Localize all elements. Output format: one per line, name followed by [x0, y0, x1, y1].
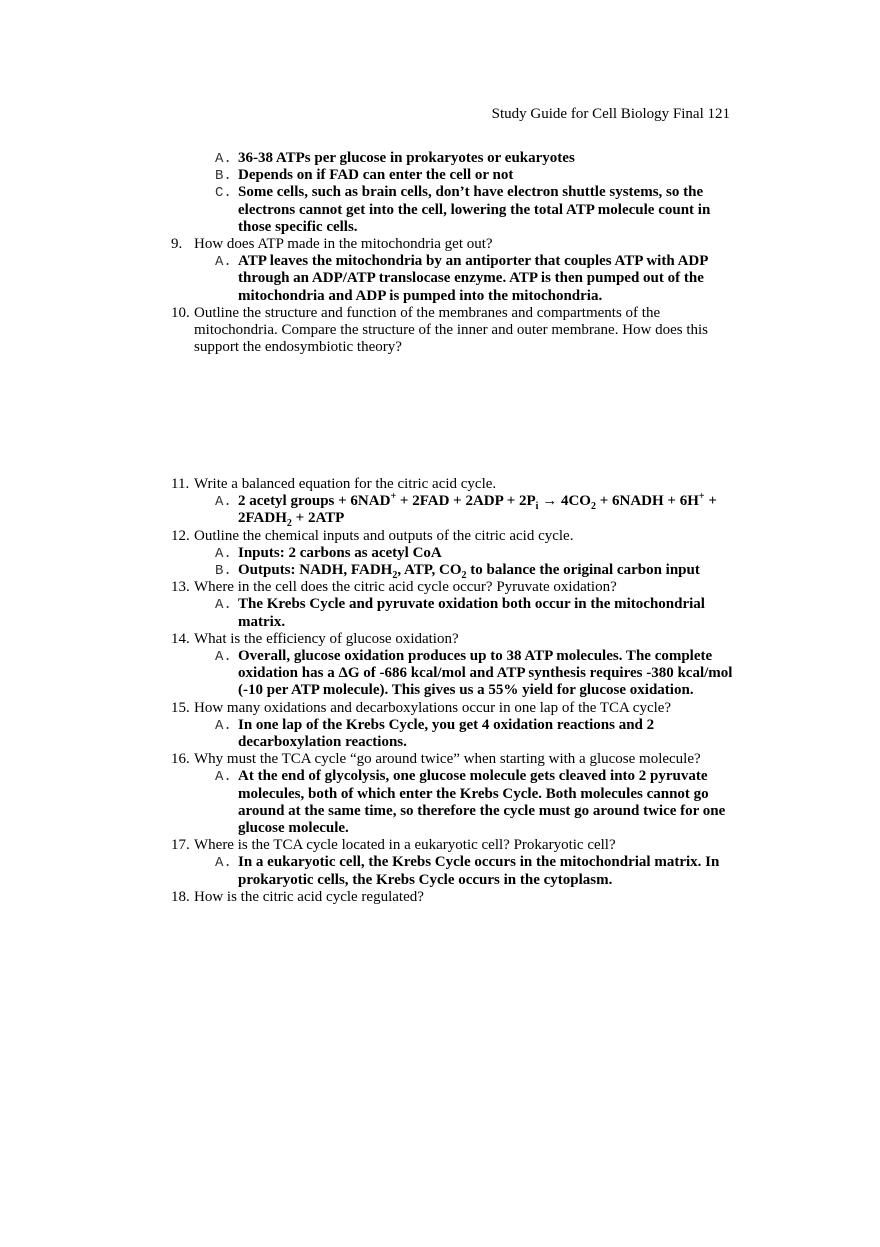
- equation-part: + 2FADH: [238, 493, 717, 527]
- question-number: 15.: [171, 699, 190, 716]
- equation-part: 2 acetyl groups + 6NAD: [238, 493, 391, 510]
- question-9: [0, 236, 734, 253]
- answer-text: [238, 562, 700, 582]
- answer-text: Overall, glucose oxidation produces up to 38 ATP molecules. The complete oxidation has a ΔG of -686 kcal/mol and ATP synthesis requires -380 kcal/mol (-10 per ATP molecule). This gives us a 55% yield for glucose oxidation.: [238, 648, 733, 699]
- equation-part: 4CO: [560, 493, 591, 510]
- answer-part: Outputs: NADH, FADH: [238, 562, 393, 579]
- question-text: Write a balanced equation for the citric acid cycle.: [194, 476, 497, 492]
- question-18: [0, 889, 734, 906]
- equation-superscript: +: [390, 491, 397, 503]
- answer-marker: A.: [215, 649, 232, 666]
- equation-subscript: 2: [286, 518, 292, 530]
- block-top: [0, 150, 880, 356]
- answer-text: The Krebs Cycle and pyruvate oxidation both occur in the mitochondrial matrix.: [238, 596, 705, 630]
- equation-superscript: +: [698, 491, 705, 503]
- equation-part: + 6NADH + 6H: [595, 493, 699, 510]
- question-number: 18.: [171, 888, 190, 905]
- answer-marker: A.: [215, 855, 232, 872]
- answer-marker: A.: [215, 151, 232, 167]
- question-number: 11.: [171, 476, 190, 492]
- equation-subscript: 2: [590, 501, 596, 513]
- answer-marker: A.: [215, 494, 232, 511]
- question-text: Where is the TCA cycle located in a eukaryotic cell? Prokaryotic cell?: [194, 837, 616, 854]
- answer-text: Inputs: 2 carbons as acetyl CoA: [238, 544, 442, 561]
- answer-item: [0, 491, 734, 530]
- answer-marker: A.: [215, 545, 232, 562]
- answer-part: to balance the original carbon input: [466, 562, 700, 579]
- question-text: How is the citric acid cycle regulated?: [194, 888, 424, 905]
- question-number: 10.: [171, 304, 190, 321]
- question-number: 17.: [171, 837, 190, 854]
- answer-marker: A.: [215, 597, 232, 614]
- question-text: Why must the TCA cycle “go around twice” when starting with a glucose molecule?: [194, 751, 701, 768]
- equation: [238, 491, 717, 530]
- question-text: How many oxidations and decarboxylations occur in one lap of the TCA cycle?: [194, 699, 672, 716]
- answer-marker: A.: [215, 769, 232, 786]
- equation-subscript: i: [535, 501, 539, 513]
- question-15: [0, 700, 734, 717]
- question-16: [0, 751, 734, 768]
- answer-subscript: 2: [392, 570, 398, 582]
- question-number: 14.: [171, 630, 190, 647]
- answer-item: [0, 648, 734, 700]
- answer-marker: A.: [215, 254, 232, 271]
- page-header: Study Guide for Cell Biology Final 121: [491, 106, 730, 122]
- question-13: [0, 579, 734, 596]
- question-10: [0, 305, 734, 357]
- answer-subscript: 2: [461, 570, 467, 582]
- answer-text: In a eukaryotic cell, the Krebs Cycle occurs in the mitochondrial matrix. In prokaryotic cells, the Krebs Cycle occurs in the cytoplasm.: [238, 854, 720, 888]
- answer-marker: B.: [215, 168, 232, 185]
- question-11: [0, 476, 734, 493]
- answer-marker: C.: [215, 185, 232, 202]
- answer-item: [0, 596, 734, 630]
- answer-part: , ATP, CO: [397, 562, 462, 579]
- equation-part: + 2FAD + 2ADP + 2P: [396, 493, 536, 510]
- answer-item: [0, 717, 734, 751]
- equation-part: + 2ATP: [291, 510, 345, 527]
- answer-marker: A.: [215, 717, 232, 734]
- answer-item: [0, 253, 734, 305]
- answer-text: Depends on if FAD can enter the cell or not: [238, 167, 514, 184]
- answer-item: [0, 854, 734, 888]
- equation-arrow: →: [538, 493, 561, 510]
- question-12: [0, 528, 734, 545]
- answer-item: [0, 167, 734, 184]
- answer-text: 36-38 ATPs per glucose in prokaryotes or eukaryotes: [238, 150, 575, 166]
- answer-marker: B.: [215, 563, 232, 580]
- question-14: [0, 631, 734, 648]
- answer-item: [0, 150, 734, 167]
- answer-item: [0, 184, 734, 236]
- question-17: [0, 837, 734, 854]
- answer-item: [0, 545, 734, 562]
- question-text: Outline the chemical inputs and outputs of the citric acid cycle.: [194, 527, 574, 544]
- question-text: Outline the structure and function of the membranes and compartments of the mitochondria. Compare the structure of the inner and outer membrane. How does this support the endosymbiotic theory?: [194, 304, 709, 356]
- answer-text: Some cells, such as brain cells, don’t have electron shuttle systems, so the electrons cannot get into the cell, lowering the total ATP molecule count in those specific cells.: [238, 184, 711, 235]
- answer-item: [0, 562, 734, 582]
- answer-text: In one lap of the Krebs Cycle, you get 4 oxidation reactions and 2 decarboxylation reactions.: [238, 716, 655, 751]
- question-text: How does ATP made in the mitochondria get out?: [194, 236, 493, 253]
- question-number: 13.: [171, 579, 190, 596]
- answer-text: ATP leaves the mitochondria by an antiporter that couples ATP with ADP through an ADP/ATP translocase enzyme. ATP is then pumped out of the mitochondria and ADP is pumped into the mitochondria.: [238, 253, 708, 304]
- question-number: 9.: [171, 236, 183, 253]
- block-bottom: [0, 476, 880, 906]
- answer-text: At the end of glycolysis, one glucose molecule gets cleaved into 2 pyruvate molecules, both of which enter the Krebs Cycle. Both molecules cannot go around at the same time, so therefore the cycle must go around twice for one glucose molecule.: [238, 768, 726, 837]
- question-number: 12.: [171, 527, 190, 544]
- answer-item: [0, 768, 734, 837]
- question-text: Where in the cell does the citric acid cycle occur? Pyruvate oxidation?: [194, 579, 617, 596]
- question-text: What is the efficiency of glucose oxidation?: [194, 630, 459, 647]
- question-number: 16.: [171, 751, 190, 768]
